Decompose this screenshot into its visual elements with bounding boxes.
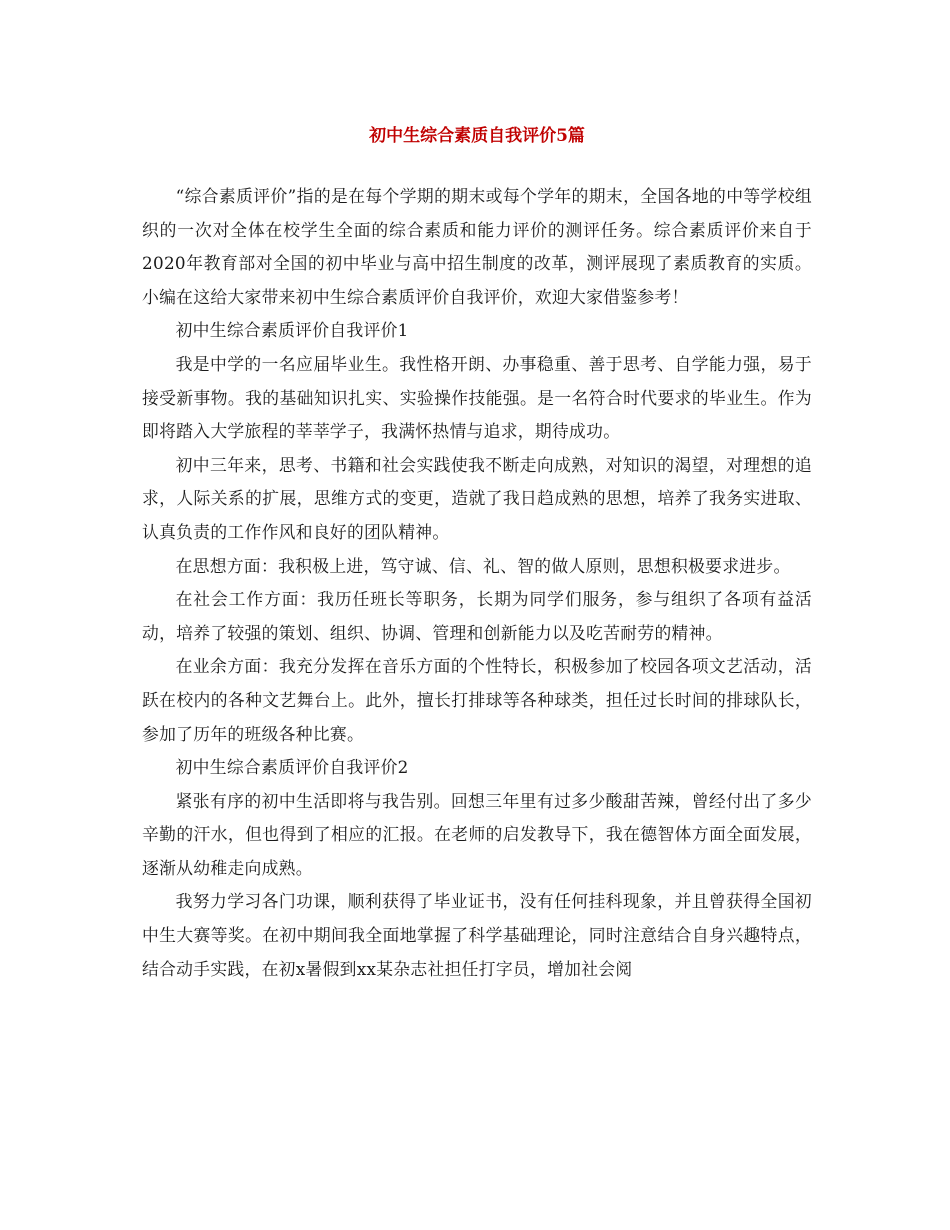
section-heading-1: 初中生综合素质评价自我评价1 (175, 320, 409, 341)
paragraph: 我努力学习各门功课，顺利获得了毕业证书，没有任何挂科现象，并且曾获得全国初中生大赛等奖。在初中期间我全面地掌握了科学基础理论，同时注意结合自身兴趣特点，结合动手实践，在初x暑假到xx某杂志社担任打字员，增加社会阅 (142, 891, 812, 979)
section-heading-2: 初中生综合素质评价自我评价2 (175, 757, 409, 778)
paragraph: 在社会工作方面：我历任班长等职务，长期为同学们服务，参与组织了各项有益活动，培养了较强的策划、组织、协调、管理和创新能力以及吃苦耐劳的精神。 (142, 589, 812, 643)
paragraph: 紧张有序的初中生活即将与我告别。回想三年里有过多少酸甜苦辣，曾经付出了多少辛勤的汗水，但也得到了相应的汇报。在老师的启发教导下，我在德智体方面全面发展，逐渐从幼稚走向成熟。 (142, 790, 812, 878)
paragraph: 初中三年来，思考、书籍和社会实践使我不断走向成熟，对知识的渴望，对理想的追求，人际关系的扩展，思维方式的变更，造就了我日趋成熟的思想，培养了我务实进取、认真负责的工作作风和良好的团队精神。 (142, 454, 812, 542)
paragraph: 在业余方面：我充分发挥在音乐方面的个性特长，积极参加了校园各项文艺活动，活跃在校内的各种文艺舞台上。此外，擅长打排球等各种球类，担任过长时间的排球队长，参加了历年的班级各种比赛。 (142, 656, 812, 744)
paragraph: 我是中学的一名应届毕业生。我性格开朗、办事稳重、善于思考、自学能力强，易于接受新事物。我的基础知识扎实、实验操作技能强。是一名符合时代要求的毕业生。作为即将踏入大学旅程的莘莘学子，我满怀热情与追求，期待成功。 (142, 353, 812, 442)
document-title: 初中生综合素质自我评价5篇 (369, 126, 585, 146)
document-body (142, 180, 812, 986)
paragraph: 在思想方面：我积极上进，笃守诚、信、礼、智的做人原则，思想积极要求进步。 (175, 555, 791, 576)
intro-paragraph: “综合素质评价”指的是在每个学期的期末或每个学年的期末，全国各地的中等学校组织的一次对全体在校学生全面的综合素质和能力评价的测评任务。综合素质评价来自于2020年教育部对全国的初中毕业与高中招生制度的改革，测评展现了素质教育的实质。小编在这给大家带来初中生综合素质评价自我评价，欢迎大家借鉴参考！ (142, 186, 812, 307)
